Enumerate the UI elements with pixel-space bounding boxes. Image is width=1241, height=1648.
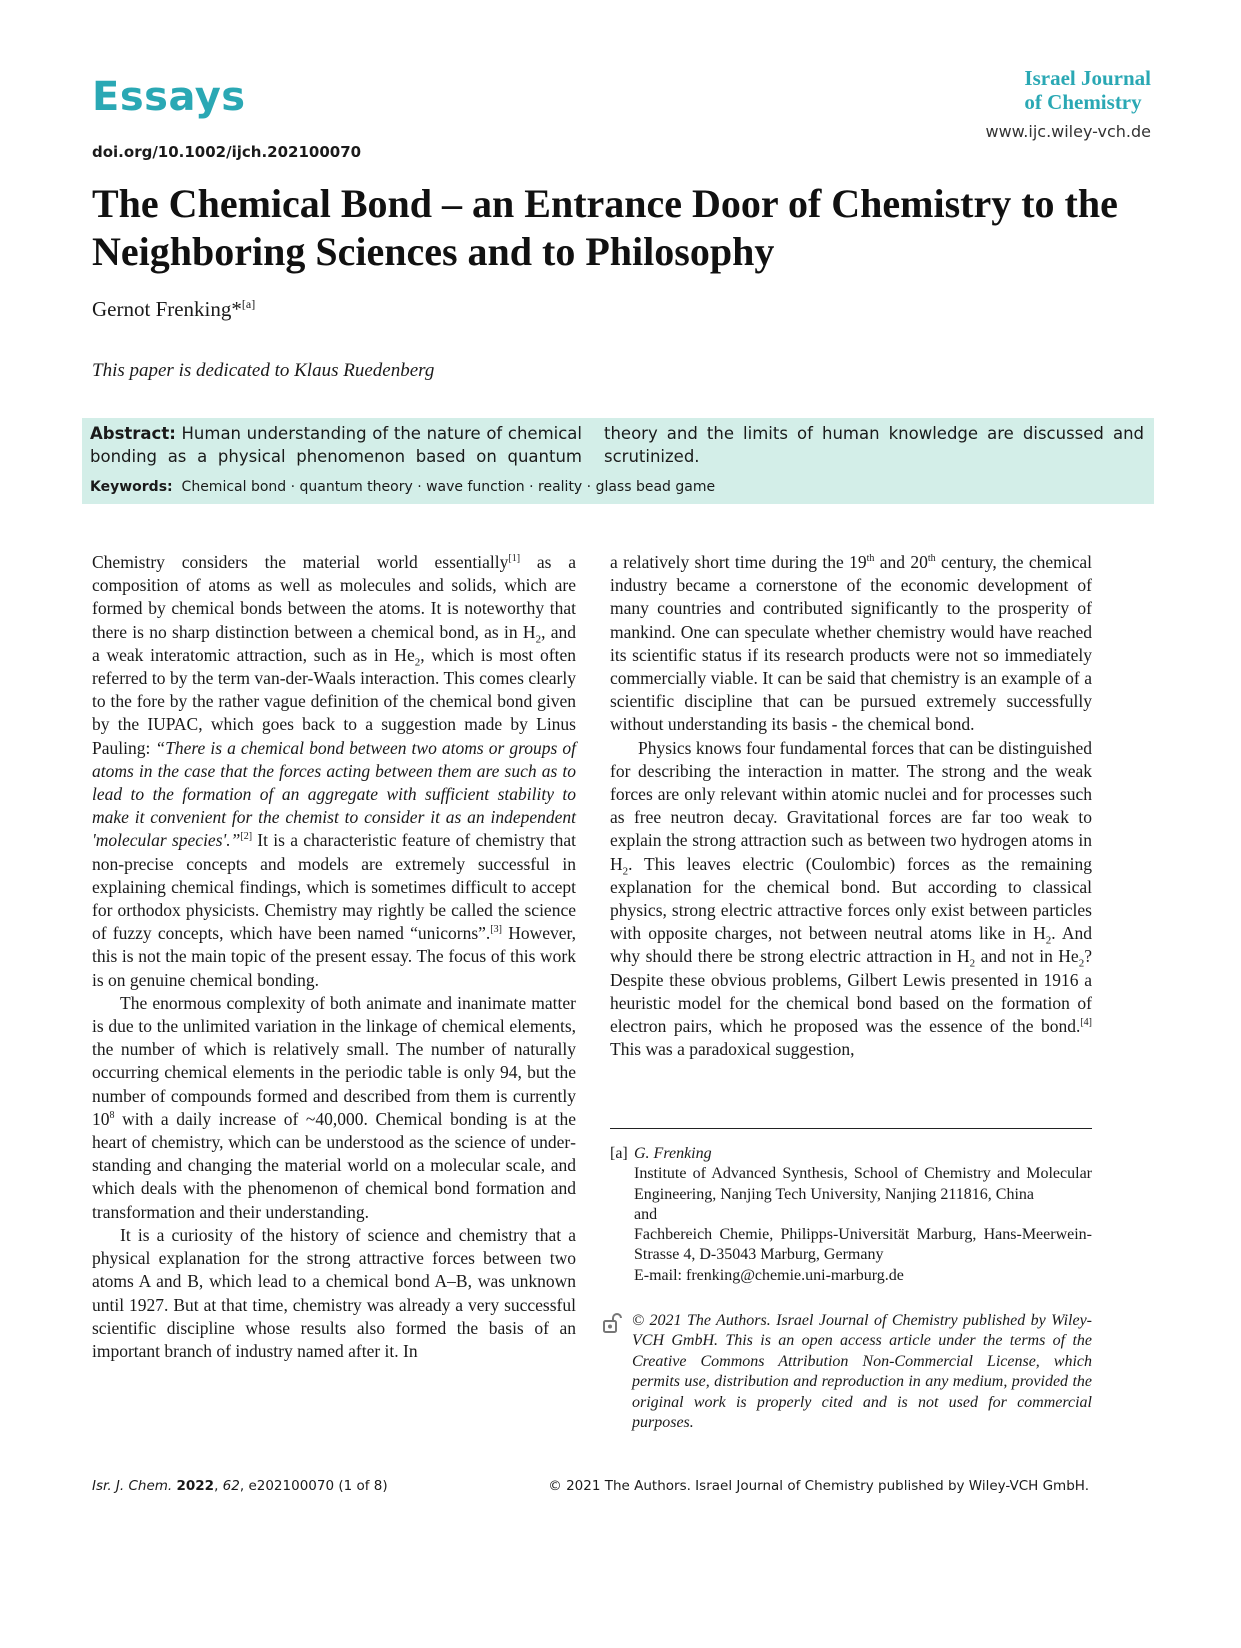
citation-ref[interactable]: [2]	[240, 831, 253, 843]
abstract-label: Abstract:	[90, 424, 176, 443]
citation-ref[interactable]: [1]	[508, 553, 521, 565]
author-line	[92, 297, 255, 322]
open-access-icon	[602, 1312, 624, 1334]
section-label: Essays	[92, 74, 246, 120]
paragraph: Chemistry considers the material world essentially[1] as a composition of atoms as well as molecules and solids, which are formed by chemical bonds between the atoms. It is noteworthy that there is no sharp distinction between a chemical bond, as in $H_2$, and a weak interatomic attraction, such as in $He_2$, which is most often referred to by the term van-der-Waals interaction. This comes clearly to the fore by the rather vague definition of the chemical bond given by the IUPAC, which goes back to a suggestion made by Linus Pauling: “There is a chemical bond between two atoms or groups of atoms in the case that the forces acting between them are such as to lead to the formation of an aggregate with sufficient stability to make it convenient for the chemist to consider it as an independent 'molecular species'.”[2] It is a characteristic feature of chemistry that non-precise concepts and models are extremely successful in explaining chemical findings, which is sometimes difficult to accept for orthodox physicists. Chemistry may rightly be called the science of fuzzy concepts, which have been named “unicorns”.[3] However, this is not the main topic of the present essay. The focus of this work is on genuine chemical bonding.	[92, 552, 577, 990]
article-title: The Chemical Bond – an Entrance Door of Chemistry to the Neighboring Sciences and to Philosophy	[92, 181, 1118, 274]
body-left-column	[92, 551, 576, 1363]
affiliation-and: and	[634, 1205, 658, 1223]
footnote-divider	[610, 1128, 1092, 1129]
abstract-text-line3: theory and the limits of human knowledge are discussed and	[604, 424, 1144, 443]
paragraph: The enormous complexity of both animate and inanimate matter is due to the unlimited variation in the linkage of chemical elements, the number of which is relatively small. The number of naturally occurring chemical elements in the periodic table is only 94, but the number of compounds formed and described from them is currently $10^8$ with a daily increase of ~40,000. Chemical bonding is at the heart of chemistry, which can be understood as the science of understanding and changing the material world on a molecular scale, and which deals with the phenomenon of chemical bond formation and transformation and their understanding.	[92, 992, 576, 1222]
author-name: Gernot Frenking*	[92, 297, 242, 321]
keywords	[90, 479, 715, 495]
keywords-list: Chemical bond · quantum theory · wave function · reality · glass bead game	[181, 479, 716, 495]
journal-url-link[interactable]: www.ijc.wiley-vch.de	[985, 122, 1151, 141]
affiliation-institution-2: Fachbereich Chemie, Philipps-Universität Marburg, Hans-Meerwein-Strasse 4, D-35043 Marburg, Germany	[634, 1226, 1092, 1264]
journal-name-line1: Israel Journal	[1024, 66, 1151, 90]
keywords-label: Keywords:	[90, 479, 173, 495]
journal-logo	[1024, 66, 1151, 114]
affiliation-email[interactable]: E-mail: frenking@chemie.uni-marburg.de	[634, 1266, 904, 1284]
abstract-text-line4: scrutinized.	[604, 447, 700, 466]
affiliation-institution-1: Institute of Advanced Synthesis, School of Chemistry and Molecular Engineering, Nanjing Tech University, Nanjing 211816, China	[634, 1165, 1092, 1203]
author-affiliation-marker[interactable]: [a]	[241, 297, 256, 311]
footer-copyright: © 2021 The Authors. Israel Journal of Chemistry published by Wiley-VCH GmbH.	[548, 1478, 1089, 1494]
abstract-text-line2: bonding as a physical phenomenon based on quantum	[90, 447, 582, 466]
citation-ref[interactable]: [4]	[1080, 1017, 1092, 1029]
affiliation-author-name: G. Frenking	[634, 1145, 712, 1162]
pauling-quote: “There is a chemical bond between two atoms or groups of atoms in the case that the forces acting between them are such as to lead to the formation of an aggregate with sufficient stability to make it convenient for the chemist to consider it as an independent 'molecular species'.”	[92, 737, 576, 851]
dedication: This paper is dedicated to Klaus Ruedenberg	[92, 360, 435, 381]
abstract-text-line1: Human understanding of the nature of chemical	[181, 424, 582, 443]
affiliation-marker: [a]	[610, 1145, 628, 1162]
abstract-right-column	[604, 422, 1144, 468]
paragraph: It is a curiosity of the history of science and chemistry that a physical explanation for the strong attractive forces between two atoms A and B, which lead to a chemical bond A–B, was unknown until 1927. But at that time, chemistry was already a very successful scientific discipline whose results also formed the basis of an important branch of industry named after it. In	[92, 1224, 576, 1361]
journal-name-line2: of Chemistry	[1024, 90, 1142, 114]
abstract-left-column	[90, 422, 582, 468]
paragraph: Physics knows four fundamental forces that can be distinguished for describing the interaction in matter. The strong and the weak forces are only relevant within atomic nuclei and for processes such as free neutron decay. Gravitational forces are far too weak to explain the strong attraction such as between two hydrogen atoms in $H_2$. This leaves electric (Coulombic) forces as the remaining explanation for the chemical bond. But according to classical physics, strong electric attractive forces only exist between particles with opposite charges, not between neutral atoms like in $H_2$. And why should there be strong electric attraction in $H_2$ and not in $He_2$? Despite these obvious problems, Gilbert Lewis presented in 1916 a heuristic model for the chemical bond based on the formation of electron pairs, which he proposed was the essence of the bond.[4] This was a paradoxical suggestion,	[610, 737, 1092, 1060]
license-notice: © 2021 The Authors. Israel Journal of Chemistry published by Wiley-VCH GmbH. This is an open access article under the terms of the Creative Commons Attribution Non-Commercial License, which permits use, distribution and reproduction in any medium, provided the original work is properly cited and is not used for commercial purposes.	[632, 1312, 1092, 1432]
doi-link[interactable]: doi.org/10.1002/ijch.202100070	[92, 143, 362, 161]
paragraph: a relatively short time during the 19th and 20th century, the chemical industry became a cornerstone of the economic development of many countries and contributed significantly to the prosperity of mankind. One can speculate whether chemistry would have reached its scientific status if its research products were not so immediately commercially viable. It can be said that chemistry is an example of a scientific discipline that can be pursued extremely successfully without understanding its basis - the chemical bond.	[610, 552, 1092, 735]
citation-ref[interactable]: [3]	[490, 924, 502, 936]
footer-citation: Isr. J. Chem. 2022, 62, e202100070 (1 of 8)	[92, 1478, 388, 1494]
body-right-column	[610, 551, 1092, 1061]
abstract-box	[82, 418, 1154, 504]
author-affiliation	[610, 1144, 1092, 1286]
